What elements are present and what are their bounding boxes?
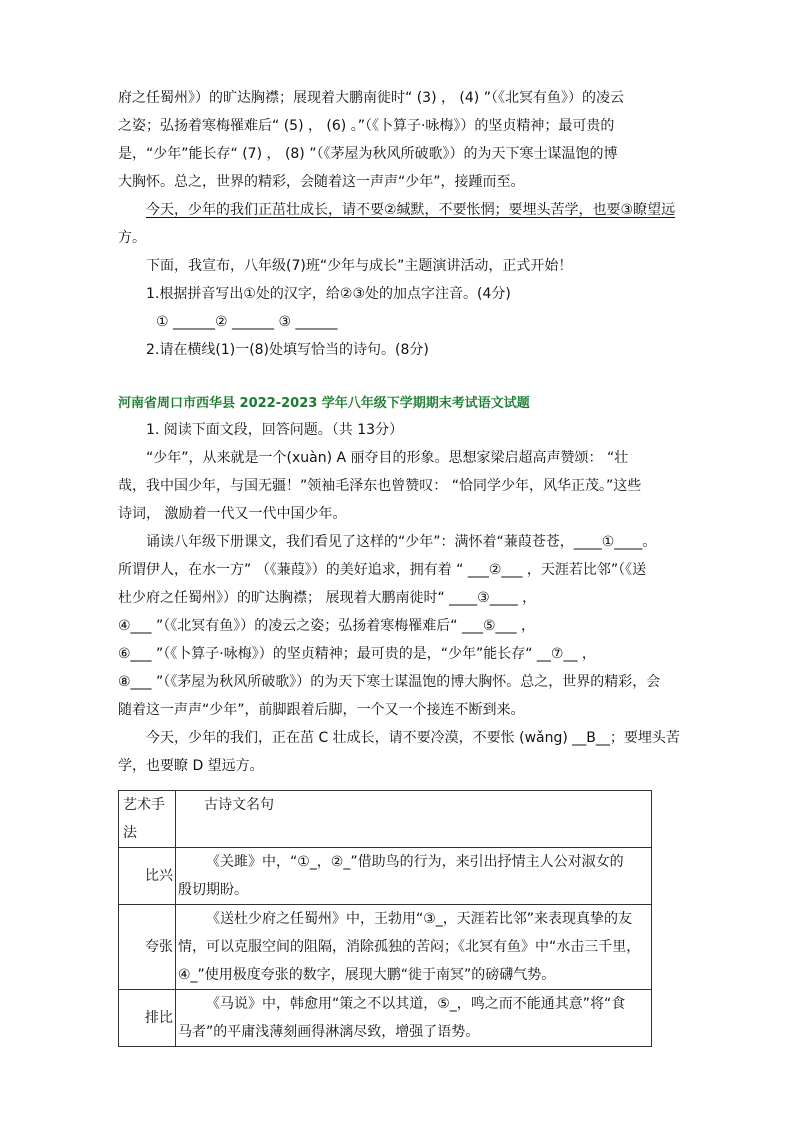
question-1: 1.根据拼音写出①处的汉字，给②③处的加点字注音。(4分) xyxy=(146,286,511,302)
passage-line: 诵读八年级下册课文，我们看见了这样的“少年”：满怀着“蒹葭苍苍，____①____。 xyxy=(146,534,657,550)
method-cell: 比兴 xyxy=(119,848,176,905)
exam-heading: 河南省周口市西华县 2022-2023 学年八年级下学期期末考试语文试题 xyxy=(118,396,530,411)
passage-line: 诗词， 激励着一代又一代中国少年。 xyxy=(118,506,347,522)
method-cell: 排比 xyxy=(119,990,176,1047)
cell-line: ④_”使用极度夸张的数字，展现大鹏“徙于南冥”的磅礴气势。 xyxy=(178,967,556,983)
announcement: 下面，我宣布，八年级(7)班“少年与成长”主题演讲活动，正式开始！ xyxy=(146,258,573,274)
table-header-cell: 艺术手法 xyxy=(119,791,176,848)
cell-line: 《马说》中，韩愈用“策之不以其道，⑤_，鸣之而不能通其意”将“食 xyxy=(206,996,626,1012)
section1-passage xyxy=(118,84,678,364)
art-techniques-table xyxy=(118,790,652,1047)
cell-line: 马者”的平庸浅薄刻画得淋漓尽致，增强了语势。 xyxy=(178,1024,480,1040)
passage-line: 大胸怀。总之，世界的精彩，会随着这一声声“少年”，接踵而至。 xyxy=(118,174,525,190)
cell-line: 殷切期盼。 xyxy=(178,882,248,898)
question-intro: 1. 阅读下面文段，回答问题。（共 13分） xyxy=(146,422,404,438)
question-2: 2.请在横线(1)一(8)处填写恰当的诗句。(8分) xyxy=(146,342,429,358)
content-cell xyxy=(176,848,652,905)
passage-line: ④___ ”（《北冥有鱼》）的凌云之姿；弘扬着寒梅罹难后“ ___⑤___ ， xyxy=(118,618,535,634)
passage-line: ⑥___ ”（《卜算子·咏梅》）的坚贞精神；最可贵的是，“少年”能长存“ __⑦__ ， xyxy=(118,646,596,662)
passage-line: ⑧___ ”（《茅屋为秋风所破歌》）的为天下寒士谋温饱的博大胸怀。总之，世界的精彩，会 xyxy=(118,674,661,690)
passage-line: 是，“少年”能长存“ (7) ， (8) ”（《茅屋为秋风所破歌》）的为天下寒士谋温饱的博 xyxy=(118,146,618,162)
table-header-cell: 古诗文名句 xyxy=(176,791,652,848)
passage-line: “少年”，从来就是一个(xuàn) A 丽夺目的形象。思想家梁启超高声赞颂： “壮 xyxy=(146,450,629,466)
table-row xyxy=(119,848,652,905)
today-line: 今天，少年的我们正茁壮成长，请不要②缄默，不要怅惘；要埋头苦学，也要③瞭望远 xyxy=(146,202,676,218)
table-header-row xyxy=(119,791,652,848)
question-1-blanks: ① ______② ______ ③ ______ xyxy=(156,314,338,330)
content-cell xyxy=(176,990,652,1047)
table-row xyxy=(119,990,652,1047)
today-line-end: 方。 xyxy=(118,230,146,246)
passage-line: 学，也要瞭 D 望远方。 xyxy=(118,758,264,774)
passage-line: 府之任蜀州》）的旷达胸襟；展现着大鹏南徙时“ (3) ， (4) ”（《北冥有鱼》）的凌云 xyxy=(118,90,624,106)
cell-line: 情，可以克服空间的阻隔，消除孤独的苦闷；《北冥有鱼》中“水击三千里， xyxy=(178,939,641,955)
passage-line: 哉，我中国少年，与国无疆！”领袖毛泽东也曾赞叹： “恰同学少年，风华正茂。”这些 xyxy=(118,478,642,494)
table-row xyxy=(119,905,652,990)
content-cell xyxy=(176,905,652,990)
passage-line: 杜少府之任蜀州》）的旷达胸襟； 展现着大鹏南徙时“ ____③____ ， xyxy=(118,590,537,606)
passage-line: 之姿；弘扬着寒梅罹难后“ (5) ， (6) 。”（《卜算子·咏梅》）的坚贞精神；最可贵的 xyxy=(118,118,615,134)
passage-line: 今天，少年的我们，正在茁 C 壮成长，请不要冷漠，不要怅 (wǎng) __B__；要埋头苦 xyxy=(146,730,680,746)
method-cell: 夸张 xyxy=(119,905,176,990)
cell-line: 《送杜少府之任蜀州》中，王勃用“③_，天涯若比邻”来表现真挚的友 xyxy=(206,911,633,927)
passage-line: 所谓伊人，在水一方” （《蒹葭》）的美好追求，拥有着 “ ___②___ ，天涯若比邻”（《送 xyxy=(118,562,647,578)
passage-line: 随着这一声声“少年”，前脚跟着后脚，一个又一个接连不断到来。 xyxy=(118,702,525,718)
section2-passage xyxy=(118,416,678,780)
cell-line: 《关雎》中，“①_，②_”借助鸟的行为，来引出抒情主人公对淑女的 xyxy=(206,854,624,870)
